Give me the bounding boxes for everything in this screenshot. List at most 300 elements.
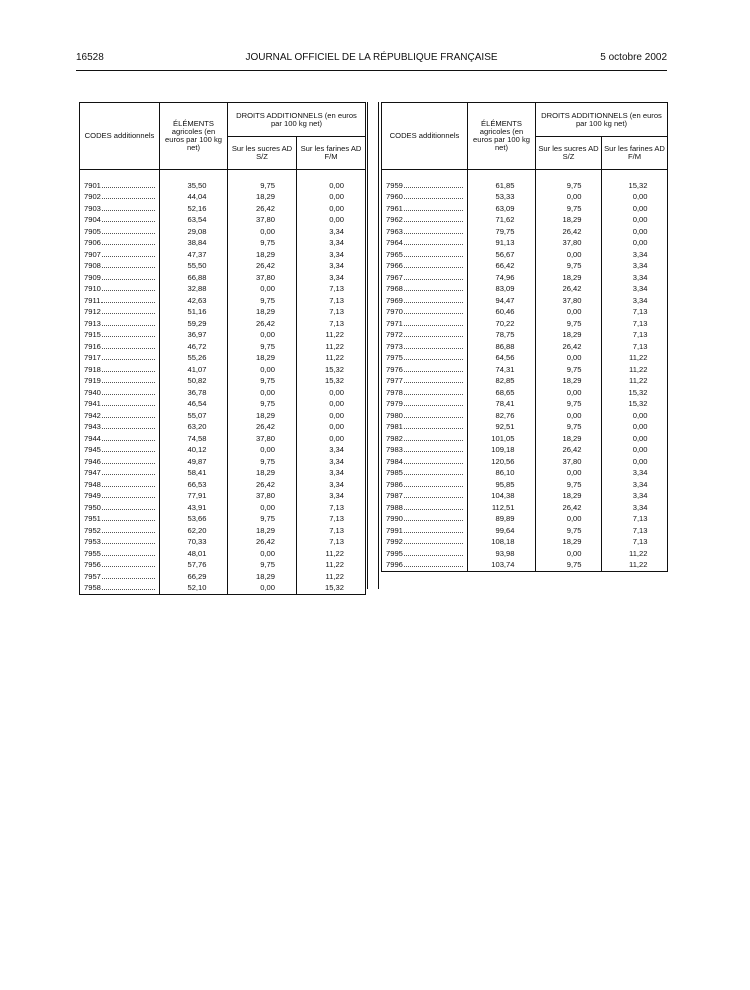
- cell-code: [80, 583, 160, 595]
- table-row: [382, 514, 668, 526]
- cell-elements-value: 101,05: [491, 433, 515, 443]
- cell-elements-value: 66,88: [187, 272, 207, 282]
- cell-ad-sucres: [228, 238, 297, 250]
- cell-ad-sucres-value: 9,75: [260, 238, 275, 248]
- cell-elements: [160, 295, 228, 307]
- cell-ad-sucres: [228, 491, 297, 503]
- cell-ad-farines: [297, 295, 366, 307]
- cell-ad-sucres-value: 9,75: [566, 364, 582, 374]
- cell-ad-sucres: [536, 399, 602, 411]
- dot-leader: [102, 336, 155, 337]
- table-row: [80, 583, 366, 595]
- cell-elements: [160, 238, 228, 250]
- table-row: [382, 433, 668, 445]
- cell-ad-farines-value: 0,00: [632, 226, 648, 236]
- cell-elements-value: 91,13: [495, 238, 515, 248]
- cell-ad-farines: [297, 514, 366, 526]
- dot-leader: [102, 233, 155, 234]
- cell-ad-sucres: [228, 387, 297, 399]
- table-right-body: [382, 170, 668, 572]
- cell-elements-value: 109,18: [491, 445, 515, 455]
- dot-leader: [404, 244, 463, 245]
- cell-code: [80, 272, 160, 284]
- cell-code-value: 7946: [84, 456, 101, 466]
- cell-elements: [160, 226, 228, 238]
- cell-code: [80, 192, 160, 204]
- cell-code-value: 7981: [386, 422, 403, 432]
- table-row: [80, 180, 366, 192]
- table-row: [80, 468, 366, 480]
- cell-code-value: 7972: [386, 330, 403, 340]
- cell-code-value: 7985: [386, 468, 403, 478]
- col-header-farines: Sur les farines AD F/M: [297, 137, 366, 170]
- cell-code-value: 7908: [84, 261, 101, 271]
- cell-ad-sucres-value: 18,29: [255, 307, 275, 317]
- dot-leader: [404, 198, 463, 199]
- cell-ad-sucres-value: 18,29: [255, 192, 275, 202]
- cell-ad-farines: [602, 238, 668, 250]
- cell-code-value: 7961: [386, 203, 403, 213]
- cell-code-value: 7917: [84, 353, 101, 363]
- cell-ad-farines: [297, 410, 366, 422]
- cell-ad-sucres: [228, 456, 297, 468]
- dot-leader: [404, 336, 463, 337]
- table-row: [382, 456, 668, 468]
- table-row: [80, 514, 366, 526]
- publication-date: 5 octobre 2002: [600, 52, 667, 63]
- cell-elements: [468, 479, 536, 491]
- cell-ad-sucres: [536, 192, 602, 204]
- dot-leader: [404, 543, 463, 544]
- cell-ad-sucres-value: 0,00: [566, 468, 582, 478]
- cell-ad-farines: [297, 479, 366, 491]
- cell-ad-farines: [602, 422, 668, 434]
- dot-leader: [102, 451, 155, 452]
- table-row: [80, 399, 366, 411]
- dot-leader: [404, 313, 463, 314]
- cell-code: [382, 548, 468, 560]
- dot-leader: [102, 417, 155, 418]
- cell-ad-sucres: [536, 525, 602, 537]
- dot-leader: [404, 371, 463, 372]
- cell-ad-farines-value: 0,00: [632, 215, 648, 225]
- cell-ad-sucres: [536, 468, 602, 480]
- cell-ad-farines-value: 7,13: [329, 537, 344, 547]
- col-header-codes: CODES additionnels: [80, 103, 160, 170]
- cell-elements-value: 66,42: [495, 261, 515, 271]
- cell-ad-sucres-value: 9,75: [566, 180, 582, 190]
- cell-elements-value: 53,33: [495, 192, 515, 202]
- cell-ad-sucres: [536, 502, 602, 514]
- cell-ad-farines-value: 0,00: [329, 203, 344, 213]
- cell-code: [80, 226, 160, 238]
- cell-elements: [468, 341, 536, 353]
- cell-elements: [468, 399, 536, 411]
- cell-elements: [160, 192, 228, 204]
- cell-elements: [160, 180, 228, 192]
- cell-ad-farines: [297, 445, 366, 457]
- cell-ad-farines: [602, 537, 668, 549]
- cell-code: [80, 180, 160, 192]
- cell-elements-value: 62,20: [187, 525, 207, 535]
- cell-elements: [160, 284, 228, 296]
- cell-code: [80, 410, 160, 422]
- cell-code-value: 7941: [84, 399, 101, 409]
- cell-code: [80, 307, 160, 319]
- cell-ad-sucres-value: 9,75: [260, 514, 275, 524]
- cell-code: [80, 525, 160, 537]
- cell-elements-value: 71,62: [495, 215, 515, 225]
- cell-code: [382, 479, 468, 491]
- cell-code-value: 7943: [84, 422, 101, 432]
- cell-code: [80, 514, 160, 526]
- cell-ad-sucres: [228, 341, 297, 353]
- cell-elements: [160, 433, 228, 445]
- dot-leader: [102, 325, 155, 326]
- cell-elements: [468, 192, 536, 204]
- cell-ad-farines: [602, 364, 668, 376]
- dot-leader: [404, 555, 463, 556]
- cell-code: [382, 376, 468, 388]
- cell-ad-sucres-value: 26,42: [562, 502, 582, 512]
- cell-ad-sucres-value: 0,00: [566, 192, 582, 202]
- cell-ad-sucres-value: 9,75: [260, 560, 275, 570]
- cell-ad-sucres-value: 0,00: [566, 387, 582, 397]
- cell-ad-sucres-value: 26,42: [255, 479, 275, 489]
- cell-code-value: 7973: [386, 341, 403, 351]
- cell-code: [382, 330, 468, 342]
- cell-ad-farines-value: 3,34: [632, 272, 648, 282]
- cell-ad-sucres: [536, 387, 602, 399]
- cell-ad-sucres: [536, 456, 602, 468]
- dot-leader: [102, 256, 155, 257]
- cell-ad-sucres-value: 18,29: [255, 410, 275, 420]
- cell-code: [80, 364, 160, 376]
- cell-elements-value: 41,07: [187, 364, 207, 374]
- col-header-droits: DROITS ADDITIONNELS (en euros par 100 kg net): [228, 103, 366, 137]
- table-row: [382, 249, 668, 261]
- cell-elements-value: 55,50: [187, 261, 207, 271]
- cell-code: [382, 295, 468, 307]
- cell-ad-sucres: [536, 261, 602, 273]
- cell-ad-farines: [602, 525, 668, 537]
- cell-code-value: 7948: [84, 479, 101, 489]
- cell-elements: [468, 422, 536, 434]
- cell-elements: [160, 330, 228, 342]
- table-row: [382, 203, 668, 215]
- dot-leader: [102, 221, 155, 222]
- cell-code-value: 7950: [84, 502, 101, 512]
- table-row: [80, 215, 366, 227]
- cell-ad-farines-value: 11,22: [325, 353, 344, 363]
- cell-code: [382, 215, 468, 227]
- cell-code: [80, 433, 160, 445]
- cell-elements: [468, 502, 536, 514]
- cell-code: [80, 399, 160, 411]
- table-row: [382, 364, 668, 376]
- cell-ad-farines: [297, 341, 366, 353]
- cell-code: [80, 238, 160, 250]
- cell-code-value: 7962: [386, 215, 403, 225]
- table-row: [80, 456, 366, 468]
- cell-ad-sucres: [536, 560, 602, 572]
- cell-code-value: 7980: [386, 410, 403, 420]
- dot-leader: [404, 233, 463, 234]
- cell-code-value: 7963: [386, 226, 403, 236]
- dot-leader: [102, 371, 155, 372]
- cell-elements: [160, 560, 228, 572]
- cell-code: [382, 410, 468, 422]
- cell-code-value: 7971: [386, 318, 403, 328]
- cell-ad-sucres-value: 9,75: [566, 203, 582, 213]
- cell-ad-farines-value: 0,00: [632, 422, 648, 432]
- cell-elements-value: 74,58: [187, 433, 207, 443]
- table-row: [80, 387, 366, 399]
- cell-ad-farines: [297, 433, 366, 445]
- cell-elements: [160, 571, 228, 583]
- cell-elements-value: 35,50: [187, 180, 207, 190]
- cell-ad-sucres: [228, 548, 297, 560]
- cell-ad-sucres-value: 18,29: [562, 537, 582, 547]
- table-row: [382, 537, 668, 549]
- cell-ad-farines-value: 7,13: [329, 295, 344, 305]
- cell-ad-farines-value: 3,34: [632, 284, 648, 294]
- cell-ad-farines-value: 7,13: [329, 502, 344, 512]
- dot-leader: [404, 463, 463, 464]
- col-header-sucres: Sur les sucres AD S/Z: [228, 137, 297, 170]
- cell-ad-sucres-value: 18,29: [255, 468, 275, 478]
- cell-code-value: 7915: [84, 330, 101, 340]
- cell-ad-farines-value: 3,34: [329, 238, 344, 248]
- cell-ad-farines: [602, 295, 668, 307]
- cell-code: [382, 353, 468, 365]
- cell-ad-farines: [297, 180, 366, 192]
- cell-ad-sucres-value: 0,00: [566, 548, 582, 558]
- table-row: [382, 238, 668, 250]
- cell-ad-farines: [602, 192, 668, 204]
- cell-ad-farines-value: 11,22: [629, 560, 648, 570]
- dot-leader: [404, 325, 463, 326]
- cell-ad-farines: [297, 226, 366, 238]
- dot-leader: [102, 440, 155, 441]
- table-row: [382, 525, 668, 537]
- cell-ad-sucres-value: 37,80: [562, 295, 582, 305]
- cell-code: [382, 422, 468, 434]
- cell-elements: [160, 364, 228, 376]
- dot-leader: [102, 405, 155, 406]
- dot-leader: [102, 187, 155, 188]
- cell-ad-sucres-value: 37,80: [562, 238, 582, 248]
- dot-leader: [404, 256, 463, 257]
- table-row: [382, 272, 668, 284]
- cell-elements-value: 112,51: [491, 502, 515, 512]
- cell-ad-sucres-value: 0,00: [566, 514, 582, 524]
- cell-elements: [468, 307, 536, 319]
- cell-elements: [160, 215, 228, 227]
- cell-elements-value: 60,46: [495, 307, 515, 317]
- table-row: [382, 307, 668, 319]
- cell-ad-farines: [297, 307, 366, 319]
- cell-code-value: 7965: [386, 249, 403, 259]
- cell-elements-value: 56,67: [495, 249, 515, 259]
- cell-elements-value: 63,20: [187, 422, 207, 432]
- cell-elements: [160, 399, 228, 411]
- dot-leader: [102, 543, 155, 544]
- table-row: [80, 445, 366, 457]
- cell-ad-farines-value: 0,00: [329, 387, 344, 397]
- cell-ad-sucres-value: 9,75: [566, 261, 582, 271]
- cell-elements: [468, 456, 536, 468]
- cell-ad-farines-value: 3,34: [329, 445, 344, 455]
- cell-code: [382, 226, 468, 238]
- cell-ad-sucres: [536, 307, 602, 319]
- cell-ad-farines: [602, 215, 668, 227]
- table-row: [382, 479, 668, 491]
- table-row: [80, 502, 366, 514]
- cell-code-value: 7991: [386, 525, 403, 535]
- cell-ad-sucres: [536, 238, 602, 250]
- cell-ad-sucres-value: 0,00: [566, 307, 582, 317]
- cell-ad-sucres-value: 37,80: [255, 272, 275, 282]
- cell-ad-farines: [297, 399, 366, 411]
- cell-elements: [160, 456, 228, 468]
- dot-leader: [404, 290, 463, 291]
- page-number: 16528: [76, 52, 104, 63]
- cell-elements: [468, 272, 536, 284]
- cell-code: [382, 433, 468, 445]
- cell-ad-farines-value: 11,22: [629, 376, 648, 386]
- cell-ad-sucres-value: 9,75: [566, 318, 582, 328]
- cell-ad-farines: [602, 203, 668, 215]
- cell-elements-value: 108,18: [491, 537, 515, 547]
- cell-ad-sucres-value: 18,29: [562, 272, 582, 282]
- cell-ad-farines: [297, 456, 366, 468]
- cell-elements: [468, 410, 536, 422]
- cell-code-value: 7996: [386, 560, 403, 570]
- cell-elements: [160, 376, 228, 388]
- cell-ad-sucres: [536, 249, 602, 261]
- cell-ad-sucres: [228, 330, 297, 342]
- table-row: [382, 560, 668, 572]
- cell-ad-sucres: [536, 353, 602, 365]
- cell-code: [80, 468, 160, 480]
- cell-ad-farines-value: 15,32: [324, 364, 344, 374]
- cell-ad-sucres-value: 18,29: [255, 525, 275, 535]
- cell-ad-sucres: [228, 410, 297, 422]
- cell-code-value: 7964: [386, 238, 403, 248]
- cell-elements-value: 36,78: [187, 387, 207, 397]
- cell-code-value: 7952: [84, 525, 101, 535]
- cell-elements-value: 94,47: [495, 295, 515, 305]
- cell-code: [80, 249, 160, 261]
- cell-ad-sucres: [228, 560, 297, 572]
- cell-ad-farines: [297, 571, 366, 583]
- cell-ad-farines: [297, 468, 366, 480]
- cell-ad-farines: [297, 353, 366, 365]
- dot-leader: [102, 532, 155, 533]
- cell-ad-farines-value: 0,00: [329, 215, 344, 225]
- cell-code-value: 7903: [84, 203, 101, 213]
- cell-elements-value: 66,53: [187, 479, 207, 489]
- dot-leader: [404, 474, 463, 475]
- cell-elements: [160, 537, 228, 549]
- cell-ad-farines-value: 11,22: [629, 548, 648, 558]
- cell-code-value: 7983: [386, 445, 403, 455]
- cell-elements-value: 92,51: [495, 422, 515, 432]
- cell-elements-value: 44,04: [187, 192, 207, 202]
- cell-elements: [160, 318, 228, 330]
- cell-elements-value: 38,84: [187, 238, 207, 248]
- cell-ad-sucres: [536, 364, 602, 376]
- dot-leader: [102, 210, 155, 211]
- table-row: [80, 272, 366, 284]
- dot-leader: [404, 405, 463, 406]
- dot-leader: [102, 509, 155, 510]
- cell-ad-farines: [297, 203, 366, 215]
- table-row: [80, 571, 366, 583]
- cell-elements: [160, 261, 228, 273]
- cell-ad-sucres: [228, 307, 297, 319]
- cell-code: [382, 525, 468, 537]
- cell-code: [382, 364, 468, 376]
- table-row: [80, 548, 366, 560]
- cell-code-value: 7982: [386, 433, 403, 443]
- cell-code-value: 7969: [386, 295, 403, 305]
- cell-elements-value: 74,96: [495, 272, 515, 282]
- cell-code-value: 7977: [386, 376, 403, 386]
- cell-elements-value: 78,41: [495, 399, 515, 409]
- cell-code-value: 7913: [84, 318, 101, 328]
- cell-elements-value: 89,89: [495, 514, 515, 524]
- dot-leader: [102, 497, 155, 498]
- dot-leader: [102, 244, 155, 245]
- cell-ad-sucres: [536, 514, 602, 526]
- cell-ad-sucres: [228, 272, 297, 284]
- cell-elements: [160, 445, 228, 457]
- cell-code: [80, 330, 160, 342]
- table-row: [80, 238, 366, 250]
- cell-ad-farines: [602, 376, 668, 388]
- cell-ad-sucres-value: 0,00: [260, 330, 275, 340]
- cell-code: [382, 284, 468, 296]
- cell-ad-farines-value: 3,34: [329, 249, 344, 259]
- cell-ad-farines-value: 0,00: [632, 456, 648, 466]
- cell-elements: [468, 295, 536, 307]
- cell-ad-sucres: [536, 445, 602, 457]
- cell-elements-value: 52,16: [187, 203, 207, 213]
- table-row: [382, 318, 668, 330]
- cell-ad-sucres-value: 18,29: [255, 571, 275, 581]
- cell-elements: [160, 203, 228, 215]
- dot-leader: [404, 566, 463, 567]
- cell-code-value: 7966: [386, 261, 403, 271]
- table-row: [80, 307, 366, 319]
- dot-leader: [404, 267, 463, 268]
- dot-leader: [102, 428, 155, 429]
- cell-ad-farines-value: 11,22: [629, 364, 648, 374]
- cell-ad-farines: [602, 284, 668, 296]
- cell-code-value: 7909: [84, 272, 101, 282]
- cell-elements: [468, 330, 536, 342]
- table-row: [382, 502, 668, 514]
- cell-code-value: 7955: [84, 548, 101, 558]
- cell-ad-sucres: [228, 468, 297, 480]
- cell-ad-sucres-value: 26,42: [562, 445, 582, 455]
- cell-code-value: 7910: [84, 284, 101, 294]
- cell-elements: [468, 203, 536, 215]
- table-row: [382, 215, 668, 227]
- dot-leader: [404, 382, 463, 383]
